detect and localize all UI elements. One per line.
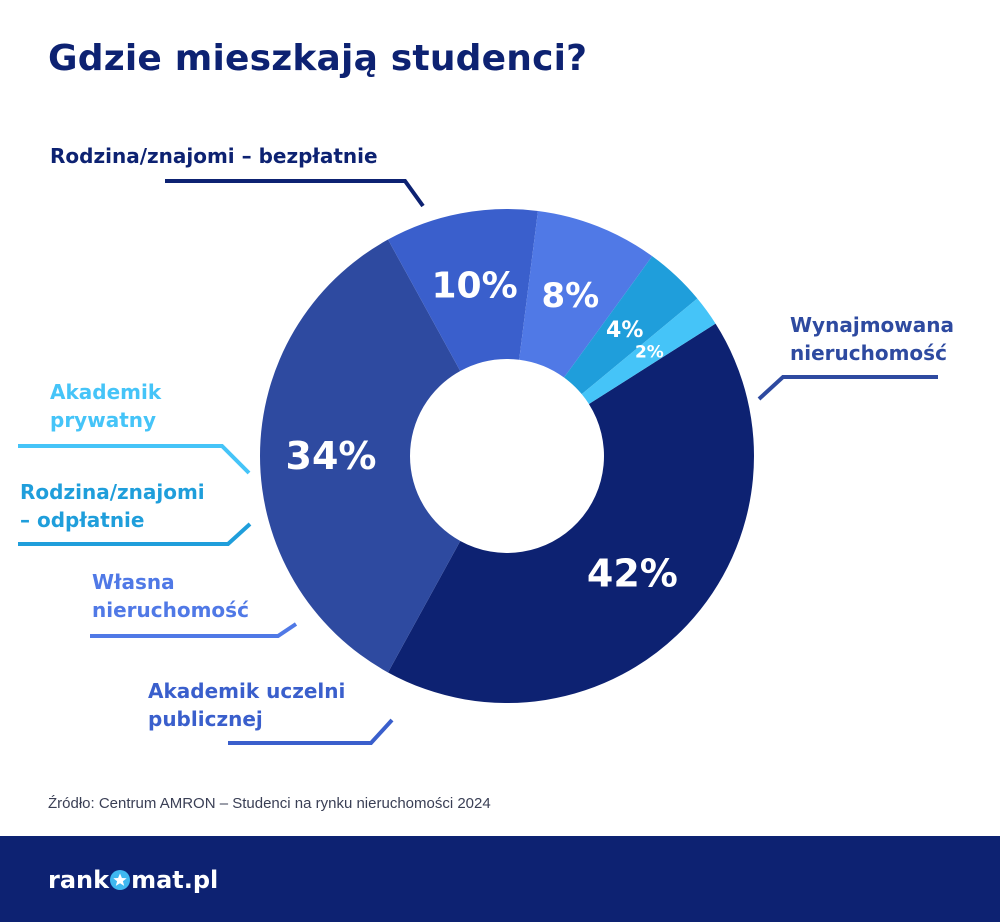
category-label-line: – odpłatnie: [20, 508, 145, 532]
category-label-line: Rodzina/znajomi – bezpłatnie: [50, 144, 378, 168]
brand-logo[interactable]: [48, 866, 218, 894]
logo-text-prefix: rank: [48, 866, 110, 894]
category-label-rodzina-znajomi-odplatnie: [20, 478, 205, 534]
category-label-line: Wynajmowana: [790, 313, 954, 337]
source-note: Źródło: Centrum AMRON – Studenci na rynku nieruchomości 2024: [48, 795, 491, 812]
category-label-line: Akademik uczelni: [148, 679, 346, 703]
category-label-wlasna-nieruchomosc: [92, 568, 249, 624]
category-label-line: publicznej: [148, 707, 263, 731]
category-label-akademik-prywatny: [50, 378, 161, 434]
footer-bar: [0, 836, 1000, 922]
value-label-wynajmowana-nieruchomosc: 34%: [285, 434, 377, 478]
category-label-line: Własna: [92, 570, 175, 594]
leader-line-akademik-prywatny: [18, 446, 249, 473]
category-label-line: nieruchomość: [92, 598, 249, 622]
value-label-rodzina-znajomi-odplatnie: 4%: [606, 318, 644, 344]
category-label-line: nieruchomość: [790, 341, 947, 365]
category-label-line: Rodzina/znajomi: [20, 480, 205, 504]
category-label-wynajmowana-nieruchomosc: [790, 311, 954, 367]
value-label-rodzina-znajomi-bezplatnie: 42%: [586, 551, 678, 596]
value-label-wlasna-nieruchomosc: 8%: [541, 276, 600, 317]
category-label-rodzina-znajomi-bezplatnie: [50, 142, 378, 170]
leader-line-rodzina-znajomi-bezplatnie: [165, 181, 423, 206]
leader-line-wynajmowana-nieruchomosc: [759, 377, 938, 399]
chart-title: Gdzie mieszkają studenci?: [48, 38, 588, 79]
logo-text-suffix: mat.pl: [131, 866, 219, 894]
category-label-line: Akademik: [50, 380, 162, 404]
value-label-akademik-uczelni-publicznej: 10%: [431, 265, 518, 307]
value-label-akademik-prywatny: 2%: [634, 342, 664, 363]
star-icon: [110, 870, 130, 890]
category-label-line: prywatny: [50, 408, 157, 432]
category-label-akademik-uczelni-publicznej: [148, 677, 345, 733]
leader-line-wlasna-nieruchomosc: [90, 624, 296, 636]
